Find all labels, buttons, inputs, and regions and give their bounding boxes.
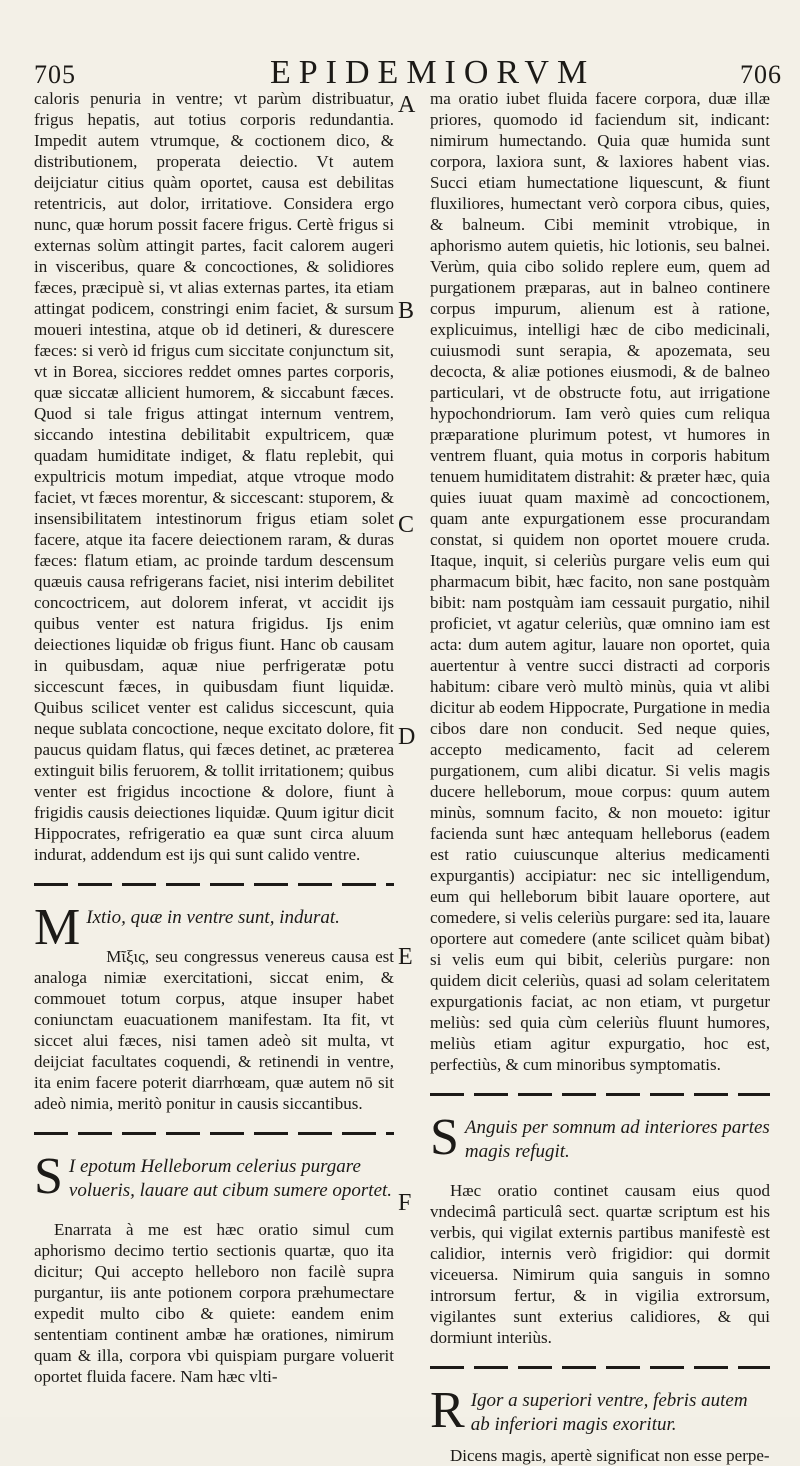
section-divider [430,1366,770,1369]
right-paragraph-2: Hæc oratio continet causam eius quod vndecimâ particulâ sect. quartæ scriptum est his verbis, qui vigilat externis partibus manifestè est calidior, internis verò frigidior: qui dormit viceuersa. Nimirum quia sanguis in somno introrsum fertur, & in vigilia extrorsum, vigilantes sunt exterius calidiores, & qui dormiunt interiùs. [430,1181,770,1347]
drop-cap: S [430,1109,459,1166]
section-divider [34,883,394,886]
margin-letter-c: C [398,512,415,538]
margin-letter-b: B [398,298,415,324]
lemma-text: Anguis per somnum ad interiores partes magis refugit. [464,1117,770,1162]
right-paragraph-3: Dicens magis, apertè significat non esse perpe- [450,1446,770,1465]
lemma-text: Ixtio, quæ in ventre sunt, indurat. [86,907,340,928]
margin-letter-f: F [398,1190,412,1216]
right-column [430,88,770,1466]
section-divider [430,1093,770,1096]
lemma-text: Igor a superiori ventre, febris autem ab inferiori magis exoritur. [470,1390,748,1435]
lemma-text: I epotum Helleborum celerius purgare volueris, lauare aut cibum sumere oportet. [68,1156,393,1201]
drop-cap: M [34,899,81,956]
left-paragraph-3: Enarrata à me est hæc oratio simul cum aphorismo decimo tertio sectionis quartæ, quo ita dicitur; Qui accepto helleboro non facilè supra purgantur, iis ante potionem corpora præhumectare expedit multo cibo & quiete: eandem enim sententiam continent ambæ hæ orationes, nimirum quam & illa, corpora vbi quispiam purgare voluerit oportet fluida facere. Nam hæc vlti- [34,1220,394,1386]
margin-letter-a: A [398,92,416,118]
margin-letter-e: E [398,944,413,970]
left-paragraph-2: Μῖξις, seu congressus venereus causa est analoga nimiæ exercitationi, siccat enim, & commouet totum corpus, atque insuper habet coniunctam euacuationem manifestam. Ita fit, vt siccet alui fæces, nisi tamen adeò sit multa, vt deijciat facultates coquendi, & retinendi in ventre, ita enim facere poterit diarrhœam, quæ autem nō sit adeò nimia, meritò ponitur in causis siccantibus. [34,947,394,1113]
running-title: EPIDEMIORVM [270,54,596,91]
page-number-right: 706 [740,60,782,89]
left-paragraph-1: caloris penuria in ventre; vt parùm distribuatur, frigus hepatis, aut totius corporis redundantia. Impedit autem vtrumque, & coctionem dico, & distributionem, properata deiectio. Vt autem deijciatur citius quàm oportet, causa est debilitas retentricis, aut dolor, irritatiove. Considera ergo nunc, quæ horum possit facere frigus. Certè frigus si externas solùm attingit partes, facit calorem augeri in visceribus, quare & concoctiones, & solidiores fæces, præcipuè si, vt alias externas partes, ita etiam attingat podicem, constringi enim faciet, & sursum moueri intestina, atque ob id detineri, & durescere fæces: si verò id frigus cum siccitate conjunctum sit, vt in Borea, sicciores reddet omnes partes corporis, quæ siccatæ allicient humorem, & siccabunt fæces. Quod si tale frigus attingat internum ventrem, siccando intestina debilitabit expultricem, quæ quadam humiditate indiget, & flatu replebit, qui expultricis motum impediat, atque vtroque modo faciet, vt fæces morentur, & siccescant: stuporem, & insensibilitatem intestinorum frigus etiam solet facere, atque ita facere deiectionem raram, & duras fæces: flatum etiam, ac proinde tardum descensum quæuis causa refrigerans faciet, nisi interim debilitet concoctricem, aut dolorem inferat, vt accidit ijs quibus venter est natura frigidus. Ijs enim deiectiones liquidæ ob frigus fiunt. Hanc ob causam in quibusdam, aquæ niue perfrigeratæ potu siccescunt fæces, in quibusdam fiunt liquidæ. Quibus scilicet venter est calidus siccescunt, quia neque sublata concoctione, neque excitato dolore, fit paucus quidam flatus, qui fæces detinet, ac præterea extinguit bilis feruorem, & tollit irritationem; quibus venter est frigidus incoctione & dolore, fiunt à frigidis causis deiectiones liquidæ. Quum igitur dicit Hippocrates, refrigeratio ea quæ sunt circa aluum indurat, addendum est ijs qui sunt calido ventre. [34,89,394,864]
section-divider [34,1132,394,1135]
margin-letter-d: D [398,724,416,750]
right-lemma-1 [430,1109,770,1166]
left-lemma-1 [34,899,394,956]
left-column [34,88,394,1387]
right-lemma-2 [430,1382,770,1439]
left-lemma-2 [34,1148,394,1205]
drop-cap: S [34,1148,63,1205]
drop-cap: R [430,1382,465,1439]
page-number-left: 705 [34,60,76,89]
right-paragraph-1: ma oratio iubet fluida facere corpora, duæ illæ priores, quomodo id faciendum sit, indicant: nimirum humectando. Quia quæ humida sunt corpora, laxiora sunt, & laxiores habent vias. Succi etiam humectatione liquescunt, & fiunt fluxiliores, humectant verò corpora cibus, quies, & balneum. Cibi meminit vtrobique, in aphorismo autem quietis, hic lotionis, seu balnei. Verùm, quia cibo solido replere eum, quem ad purgationem præparas, aut in balneo continere corpus impurum, alienum est à ratione, explicuimus, intelligi hæc de cibo medicinali, cuiusmodi sunt serapia, & apozemata, seu decocta, & aliæ potiones eiusmodi, & de balneo particulari, vt de obstructe fotu, aut irrigatione hypochondriorum. Iam verò quies cum reliqua præparatione plurimum potest, vt humores in ventrem fluant, quia motus in corporis habitum tenuem humiditatem distrahit: & præter hæc, quia quies iuuat quam maximè ad concoctionem, quam ante expurgationem esse procurandam constat, si quidem non oportet mouere cruda. Itaque, inquit, si celeriùs purgare velis eum qui pharmacum bibit, hæc facito, non sane postquàm bibit: nam postquàm iam cessauit purgatio, nihil proficiet, vt agatur celeriùs, quæ omnino iam est acta: dum autem agitur, lauare non oportet, quia auertentur à ventre succi distracti ad corporis habitum: cibare verò multò minùs, quia vt alibi dicitur ab eodem Hippocrate, Purgatione in media cibos dare non conducit. Sed neque quies, accepto medicamento, facit ad celerem purgationem, cum alibi dicatur. Si velis magis ducere helleborum, moue corpus: quum autem minùs, somnum facito, & non moueto: igitur facienda sunt hæc antequam helleborus (eadem est ratio cuiuscunque alterius medicamenti expurgantis) accipiatur: nec sic intelligendum, eum qui helleborum bibit lauare oportere, aut comedere, si velis celeriùs purgare: sed ita, lauare oportere aut comedere (ante scilicet quàm bibat) si velis eum qui bibit, celeriùs purgare: non quidem dicit celeriùs, quasi ad solam celeritatem expurgationis faciat, ac non etiam, vt purgetur meliùs: sed quia cùm celeriùs fluunt humores, meliùs etiam agitur expurgatio, hoc est, perfectiùs, & cum minoribus symptomatis. [430,89,770,1074]
